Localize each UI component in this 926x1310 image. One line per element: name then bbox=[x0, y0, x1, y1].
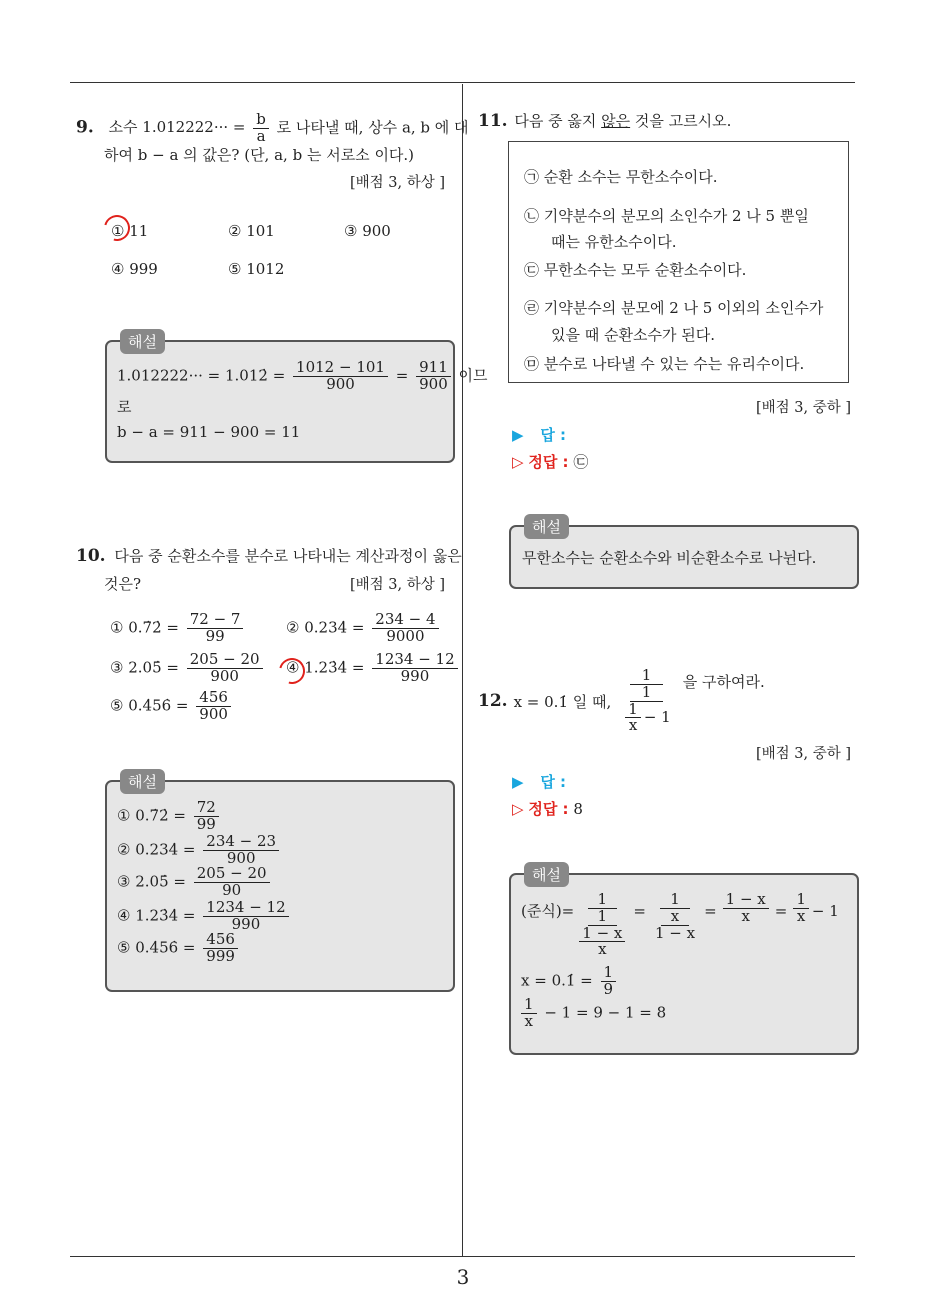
answer-arrow-icon: ▶ bbox=[512, 426, 524, 444]
q11-text-b: 것을 고르시오. bbox=[634, 112, 732, 130]
q9-meta: [배점 3, 하상 ] bbox=[350, 175, 446, 191]
q10-opt3-pre: ③ 2.05̇ = bbox=[110, 658, 179, 677]
q9-answer-mark bbox=[99, 210, 135, 246]
q10-exp1-den: 99 bbox=[196, 814, 216, 833]
q11-line1 bbox=[478, 110, 731, 131]
q12-frac-mid: 1 bbox=[630, 685, 664, 702]
q9-explanation-box bbox=[105, 340, 455, 463]
q12-frac-top: 1 bbox=[630, 668, 664, 685]
q12-eq-1: = bbox=[633, 902, 646, 920]
q12-exp-pre: (준식)= bbox=[521, 902, 575, 920]
correct-arrow-icon: ▷ bbox=[512, 453, 524, 471]
q11-item-4b: 있을 때 순환소수가 된다. bbox=[551, 326, 715, 344]
q10-opt1-frac bbox=[187, 612, 244, 645]
q10-opt4-num: 1234 − 12 bbox=[372, 652, 457, 669]
q12-e1-bottom bbox=[576, 906, 628, 959]
correct-arrow-icon: ▷ bbox=[512, 800, 524, 818]
q10-opt3-den: 900 bbox=[210, 666, 239, 685]
q9-line2: 하여 b − a 의 값은? (단, a, b 는 서로소 이다.) bbox=[104, 146, 415, 164]
q10-exp-4 bbox=[117, 900, 292, 933]
q10-exp4-pre: ④ 1.23̇4̇ = bbox=[117, 906, 196, 925]
q12-eq-3: = bbox=[774, 902, 788, 920]
q9-exp-line2: 로 bbox=[117, 398, 132, 416]
q10-exp-3 bbox=[117, 866, 273, 899]
q11-answer-label: 답 : bbox=[540, 426, 567, 444]
q12-number: 12. bbox=[478, 691, 508, 711]
q10-opt4-frac bbox=[372, 652, 457, 685]
q12-exp-line2 bbox=[521, 965, 619, 998]
q12-exp-line3 bbox=[521, 997, 666, 1030]
q11-text-underlined: 않은 bbox=[601, 112, 631, 130]
q12-exp-frac3 bbox=[723, 892, 769, 925]
q12-e2-bot: 1 − x bbox=[654, 923, 696, 942]
q9-exp-frac1-num: 1012 − 101 bbox=[293, 360, 388, 377]
q12-e3-den: x bbox=[741, 906, 750, 925]
q12-answer-label: 답 : bbox=[540, 773, 567, 791]
q12-l3-den: x bbox=[524, 1011, 533, 1030]
q11-item-4: ㉣ 기약분수의 분모에 2 나 5 이외의 소인수가 bbox=[524, 299, 824, 317]
q12-exp-cfrac1 bbox=[576, 892, 628, 958]
q10-line1 bbox=[76, 545, 462, 566]
q10-exp4-den: 990 bbox=[231, 914, 261, 933]
q9-option-5[interactable]: ⑤ 1012 bbox=[228, 260, 285, 278]
q12-e1-inner bbox=[579, 923, 625, 959]
q12-correct-row bbox=[512, 798, 583, 819]
q10-opt5-frac bbox=[196, 690, 231, 723]
q12-frac-inner-den: x bbox=[628, 716, 638, 735]
q12-exp-line1 bbox=[521, 892, 839, 958]
q12-complex-fraction bbox=[619, 668, 673, 734]
q12-frac-inner bbox=[622, 699, 671, 735]
q12-answer-row[interactable] bbox=[512, 771, 566, 792]
q10-option-1[interactable] bbox=[110, 612, 246, 645]
q9-text-a: 소수 1.012222··· = bbox=[108, 118, 246, 137]
q10-number: 10. bbox=[76, 546, 106, 566]
q10-exp2-num: 234 − 23 bbox=[203, 834, 279, 851]
q11-number: 11. bbox=[478, 111, 508, 131]
page-number: 3 bbox=[456, 1265, 470, 1289]
q11-item-1: ㉠ 순환 소수는 무한소수이다. bbox=[524, 168, 718, 186]
q10-exp3-frac bbox=[194, 866, 270, 899]
q12-line1 bbox=[478, 668, 765, 734]
q12-correct-label: 정답 : bbox=[528, 800, 569, 818]
q10-exp-1 bbox=[117, 800, 222, 833]
q10-explanation-tag: 해설 bbox=[120, 769, 165, 794]
q9-exp-b: 이므 bbox=[458, 366, 488, 385]
q12-eq-2: = bbox=[704, 902, 717, 920]
q9-number: 9. bbox=[76, 117, 94, 138]
q10-opt1-num: 72 − 7 bbox=[187, 612, 244, 629]
q11-exp-text: 무한소수는 순환소수와 비순환소수로 나뉜다. bbox=[522, 549, 817, 567]
q11-meta: [배점 3, 중하 ] bbox=[756, 400, 852, 416]
q10-opt5-pre: ⑤ 0.4̇56̇ = bbox=[110, 696, 189, 715]
q12-l2-pre: x = 0.1̇ = bbox=[521, 971, 593, 990]
q10-exp3-num: 205 − 20 bbox=[194, 866, 270, 883]
q10-exp2-den: 900 bbox=[226, 848, 256, 867]
q10-opt2-num: 234 − 4 bbox=[372, 612, 438, 629]
q12-l3-frac bbox=[521, 997, 537, 1030]
q12-l2-den: 9 bbox=[603, 979, 614, 998]
q12-l2-frac bbox=[601, 965, 617, 998]
q9-exp-frac2-num: 911 bbox=[416, 360, 451, 377]
q9-text-b: 로 나타낼 때, 상수 a, b 에 대 bbox=[276, 118, 469, 137]
q9-exp-frac2 bbox=[416, 360, 451, 393]
q12-e1-inner-den: x bbox=[598, 940, 607, 959]
q12-e3-num: 1 − x bbox=[723, 892, 769, 909]
q9-option-4[interactable]: ④ 999 bbox=[111, 260, 158, 278]
column-divider bbox=[462, 84, 463, 1257]
q9-option-2[interactable]: ② 101 bbox=[228, 222, 275, 240]
q11-correct-label: 정답 : bbox=[528, 453, 569, 471]
q10-exp1-num: 72 bbox=[194, 800, 219, 817]
q12-e1-inner-num: 1 − x bbox=[579, 926, 625, 943]
q10-opt4-pre: ④ 1.23̇4̇ = bbox=[286, 658, 365, 677]
q10-line2: 것은? bbox=[104, 575, 142, 593]
q12-e2-mid: x bbox=[661, 909, 689, 926]
q11-correct-value: ㉢ bbox=[573, 453, 589, 471]
q10-opt4-den: 990 bbox=[400, 666, 430, 685]
q9-fraction bbox=[253, 112, 269, 145]
q12-correct-value: 8 bbox=[573, 800, 583, 818]
q12-frac-inner-tail: − 1 bbox=[643, 707, 671, 726]
q10-opt2-pre: ② 0.234̇ = bbox=[286, 618, 365, 637]
q12-e4-num: 1 bbox=[793, 892, 809, 909]
q10-exp1-pre: ① 0.7̇2̇ = bbox=[117, 806, 186, 825]
q9-exp-frac1 bbox=[293, 360, 388, 393]
q12-e4-den: x bbox=[796, 906, 806, 925]
q10-exp5-frac bbox=[203, 932, 238, 965]
q10-exp-2 bbox=[117, 834, 282, 867]
q10-exp1-frac bbox=[194, 800, 219, 833]
q10-opt1-den: 99 bbox=[205, 626, 225, 645]
q12-exp-cfrac2 bbox=[652, 892, 698, 941]
q10-exp4-frac bbox=[203, 900, 288, 933]
q12-frac-inner-frac bbox=[625, 699, 641, 735]
q10-opt3-num: 205 − 20 bbox=[187, 652, 263, 669]
bottom-rule bbox=[70, 1256, 855, 1257]
q12-e2-bottom bbox=[652, 906, 698, 942]
q10-option-3[interactable] bbox=[110, 652, 266, 685]
q10-opt5-den: 900 bbox=[199, 704, 228, 723]
q10-exp5-den: 999 bbox=[206, 946, 235, 965]
answer-arrow-icon: ▶ bbox=[512, 773, 524, 791]
q10-option-4[interactable] bbox=[286, 652, 461, 685]
q10-exp2-pre: ② 0.234̇ = bbox=[117, 840, 196, 859]
q10-exp-5 bbox=[117, 932, 241, 965]
q11-correct-row bbox=[512, 451, 588, 472]
q10-opt5-num: 456 bbox=[196, 690, 231, 707]
q10-exp3-den: 90 bbox=[222, 880, 242, 899]
q11-item-5: ㉤ 분수로 나타낼 수 있는 수는 유리수이다. bbox=[524, 355, 805, 373]
q10-option-2[interactable] bbox=[286, 612, 442, 645]
q9-frac-den: a bbox=[256, 126, 266, 145]
q10-exp5-num: 456 bbox=[203, 932, 238, 949]
q12-l2-num: 1 bbox=[601, 965, 617, 982]
q11-answer-row[interactable] bbox=[512, 424, 566, 445]
q12-frac-bottom bbox=[619, 682, 673, 735]
q10-opt2-den: 9000 bbox=[386, 626, 425, 645]
q9-line1 bbox=[76, 112, 469, 145]
q10-opt1-pre: ① 0.7̇2̇ = bbox=[110, 618, 179, 637]
q9-exp-line3: b − a = 911 − 900 = 11 bbox=[117, 423, 301, 441]
q9-exp-frac2-den: 900 bbox=[419, 374, 448, 393]
q10-exp4-num: 1234 − 12 bbox=[203, 900, 288, 917]
q12-e2-top: 1 bbox=[660, 892, 690, 909]
top-rule bbox=[70, 82, 855, 83]
q12-frac-inner-num: 1 bbox=[625, 702, 641, 719]
q11-item-3: ㉢ 무한소수는 모두 순환소수이다. bbox=[524, 261, 747, 279]
q11-explanation-tag: 해설 bbox=[524, 514, 569, 539]
q9-option-3[interactable]: ③ 900 bbox=[344, 222, 391, 240]
q12-exp-frac4 bbox=[793, 892, 809, 925]
q9-exp-line1 bbox=[117, 360, 488, 393]
q9-frac-num: b bbox=[253, 112, 269, 129]
q12-text-b: 을 구하여라. bbox=[682, 672, 765, 691]
q10-exp3-pre: ③ 2.05̇ = bbox=[117, 872, 186, 891]
q12-e1-top: 1 bbox=[588, 892, 618, 909]
q10-meta: [배점 3, 하상 ] bbox=[350, 577, 446, 593]
q9-exp-eq: = bbox=[395, 366, 409, 385]
q10-opt3-frac bbox=[187, 652, 263, 685]
q12-explanation-tag: 해설 bbox=[524, 862, 569, 887]
q11-text-a: 다음 중 옳지 bbox=[514, 112, 597, 130]
q11-item-2: ㉡ 기약분수의 분모의 소인수가 2 나 5 뿐일 bbox=[524, 207, 809, 225]
q12-e1-mid: 1 bbox=[588, 909, 618, 926]
q12-meta: [배점 3, 중하 ] bbox=[756, 746, 852, 762]
q12-l3-num: 1 bbox=[521, 997, 537, 1014]
q9-exp-frac1-den: 900 bbox=[326, 374, 355, 393]
q12-text-a: x = 0.1̇ 일 때, bbox=[513, 692, 612, 711]
q12-e4-tail: − 1 bbox=[811, 902, 839, 920]
q9-exp-a: 1.012222··· = 1.012̇ = bbox=[117, 366, 286, 385]
q10-exp2-frac bbox=[203, 834, 279, 867]
q10-text-a: 다음 중 순환소수를 분수로 나타내는 계산과정이 옳은 bbox=[114, 547, 462, 565]
q10-opt2-frac bbox=[372, 612, 438, 645]
q9-option-1[interactable]: ① 11 bbox=[111, 222, 149, 240]
q10-exp5-pre: ⑤ 0.4̇56̇ = bbox=[117, 938, 196, 957]
q11-item-2b: 때는 유한소수이다. bbox=[551, 233, 677, 251]
q12-l3-tail: − 1 = 9 − 1 = 8 bbox=[544, 1003, 667, 1022]
q9-explanation-tag: 해설 bbox=[120, 329, 165, 354]
q10-option-5[interactable] bbox=[110, 690, 234, 723]
